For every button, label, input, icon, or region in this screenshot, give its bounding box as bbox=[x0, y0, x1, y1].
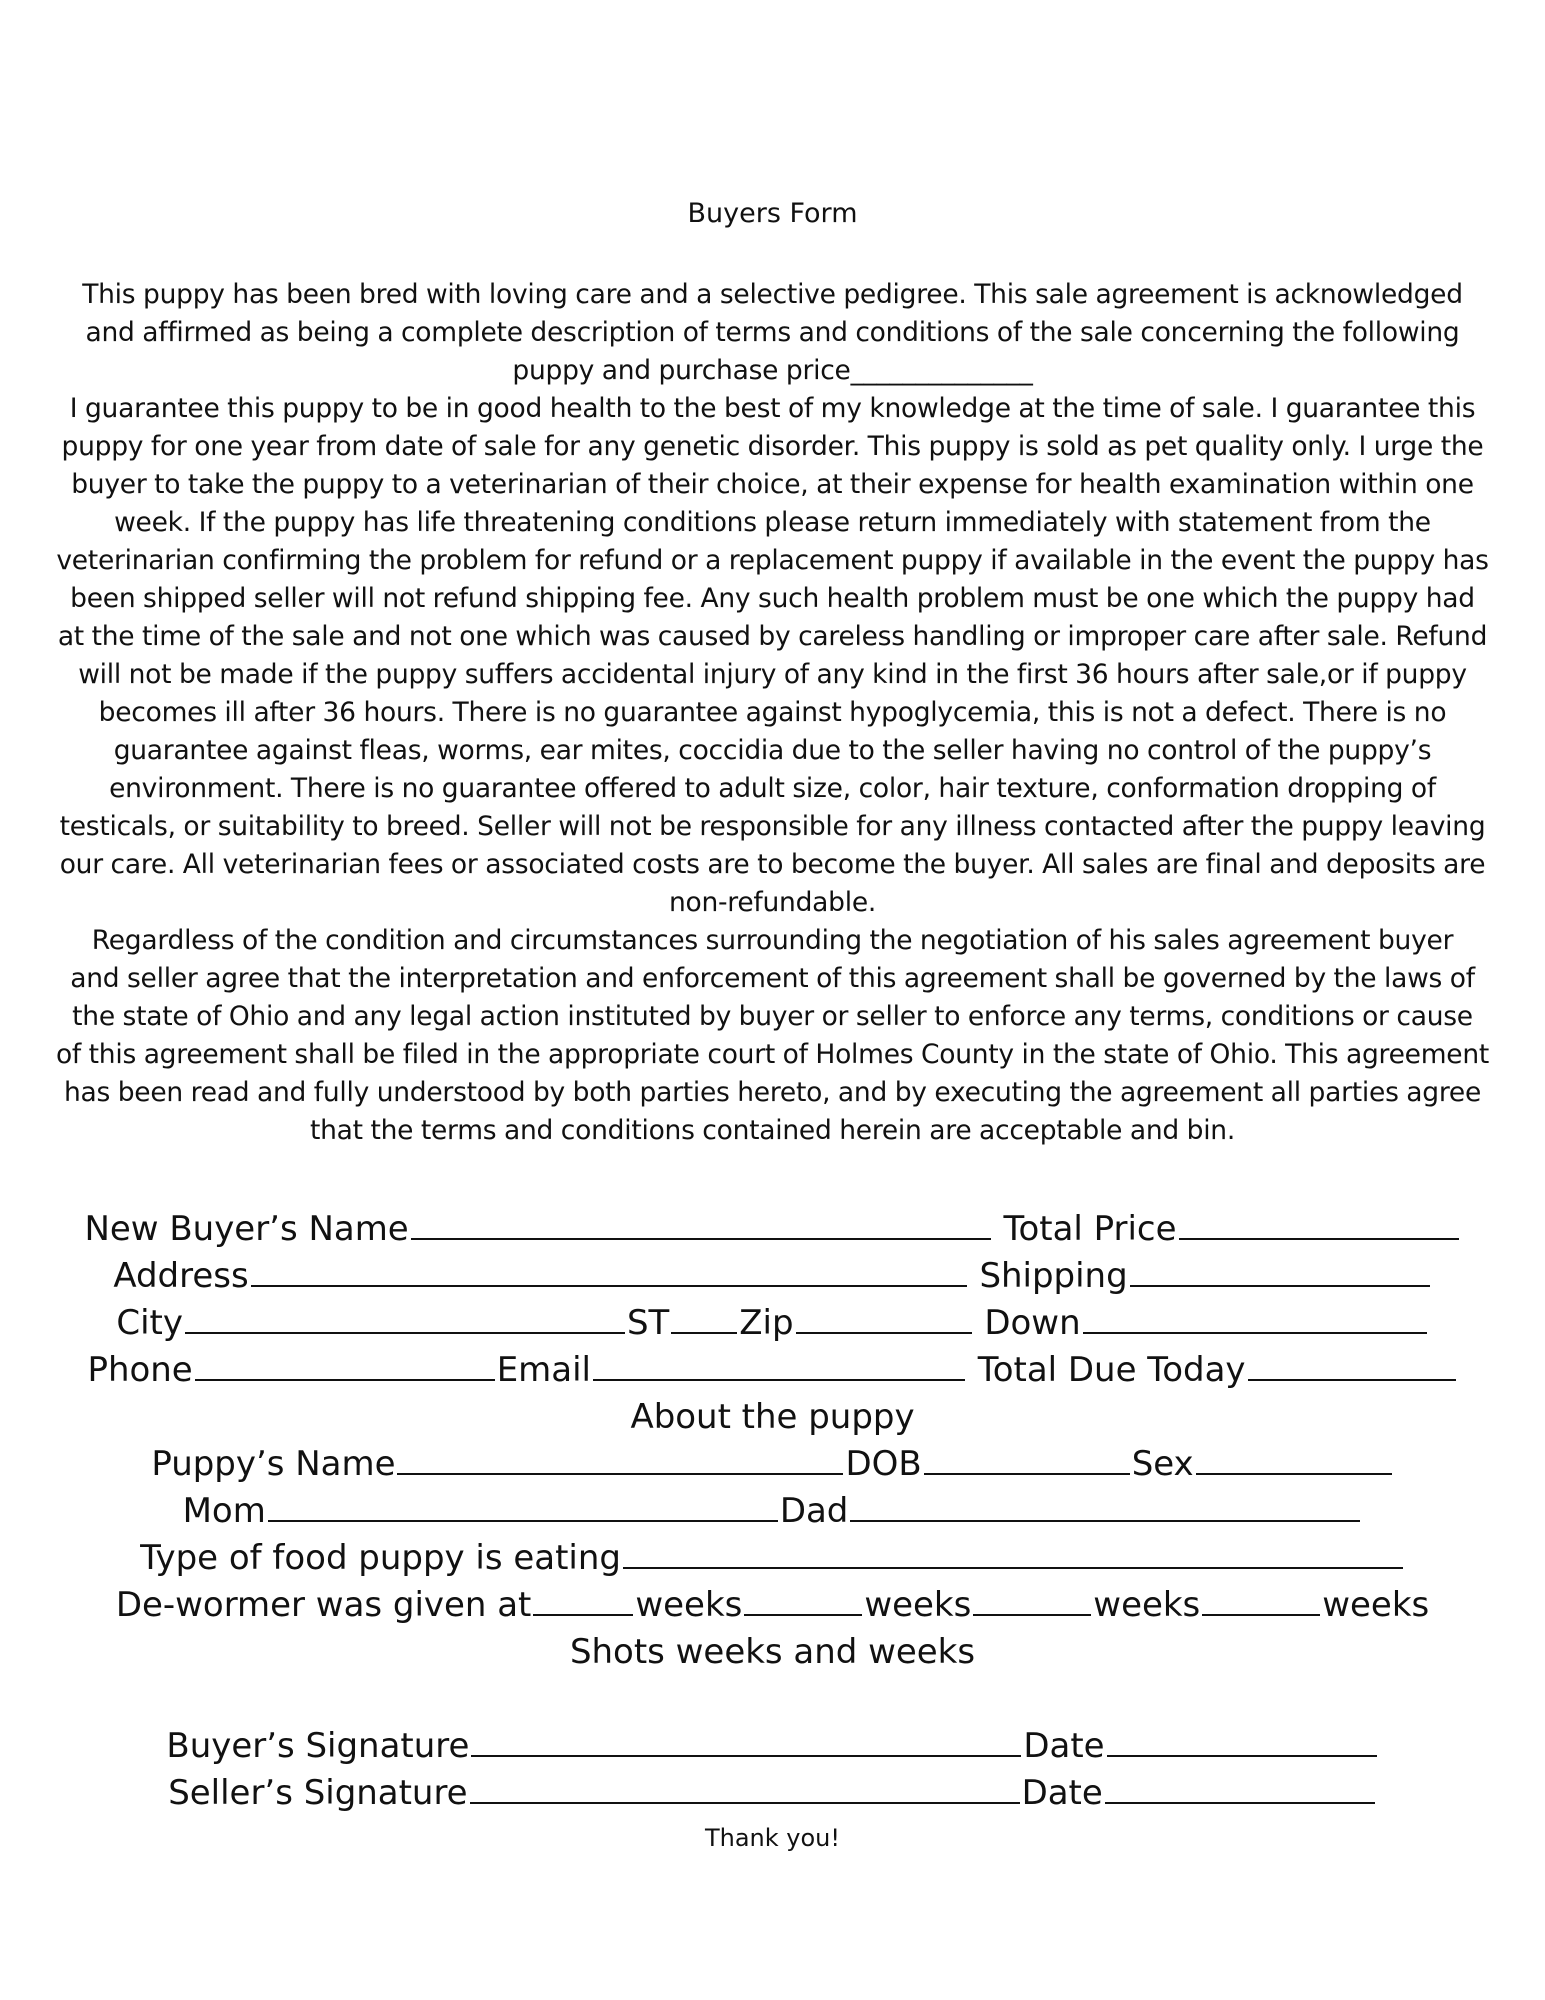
weeks-label: weeks bbox=[635, 1585, 743, 1625]
weeks-label: weeks bbox=[1322, 1585, 1430, 1625]
guarantee-line: veterinarian confirming the problem for refund or a replacement puppy if available in the event the puppy has bbox=[56, 545, 1489, 576]
buyer-name-field[interactable] bbox=[411, 1208, 991, 1240]
guarantee-line: environment. There is no guarantee offered to adult size, color, hair texture, conformation dropping of bbox=[109, 773, 1436, 804]
address-label: Address bbox=[113, 1256, 249, 1296]
jurisdiction-line: the state of Ohio and any legal action instituted by buyer or seller to enforce any terms, conditions or cause bbox=[72, 1001, 1473, 1032]
address-row bbox=[0, 1253, 1545, 1299]
dewormer-label: De-wormer was given at bbox=[115, 1585, 532, 1625]
buyer-signature-label: Buyer’s Signature bbox=[166, 1726, 470, 1766]
total-price-label: Total Price bbox=[1003, 1209, 1177, 1249]
dewormer-field-1[interactable] bbox=[533, 1584, 633, 1616]
dewormer-field-3[interactable] bbox=[973, 1584, 1091, 1616]
jurisdiction-line: that the terms and conditions contained herein are acceptable and bin. bbox=[309, 1115, 1236, 1146]
weeks-label: weeks bbox=[1093, 1585, 1201, 1625]
total-due-field[interactable] bbox=[1248, 1349, 1456, 1381]
jurisdiction-line: and seller agree that the interpretation and enforcement of this agreement shall be governed by the laws of bbox=[70, 963, 1475, 994]
phone-field[interactable] bbox=[195, 1349, 495, 1381]
email-field[interactable] bbox=[593, 1349, 965, 1381]
dob-field[interactable] bbox=[924, 1443, 1130, 1475]
dewormer-row bbox=[0, 1582, 1545, 1628]
dob-label: DOB bbox=[845, 1444, 922, 1484]
sex-label: Sex bbox=[1131, 1444, 1194, 1484]
puppy-name-row bbox=[0, 1441, 1545, 1487]
dad-label: Dad bbox=[779, 1491, 849, 1531]
guarantee-line: buyer to take the puppy to a veterinarian of their choice, at their expense for health examination within one bbox=[71, 469, 1474, 500]
puppy-name-field[interactable] bbox=[397, 1443, 843, 1475]
guarantee-line: I guarantee this puppy to be in good health to the best of my knowledge at the time of sale. I guarantee this bbox=[69, 393, 1476, 424]
email-label: Email bbox=[496, 1350, 591, 1390]
city-field[interactable] bbox=[185, 1302, 625, 1334]
down-label: Down bbox=[984, 1303, 1081, 1343]
seller-signature-label: Seller’s Signature bbox=[168, 1773, 468, 1813]
guarantee-line: testicals, or suitability to breed. Seller will not be responsible for any illness contacted after the puppy leaving bbox=[59, 811, 1486, 842]
buyer-name-row bbox=[0, 1206, 1545, 1252]
about-puppy-heading: About the puppy bbox=[630, 1397, 915, 1437]
jurisdiction-line: of this agreement shall be filed in the appropriate court of Holmes County in the state of Ohio. This agreement bbox=[55, 1039, 1490, 1070]
agreement-text bbox=[28, 276, 1517, 1150]
food-row bbox=[0, 1535, 1545, 1581]
jurisdiction-line: Regardless of the condition and circumstances surrounding the negotiation of his sales agreement buyer bbox=[91, 925, 1454, 956]
buyer-signature-row bbox=[0, 1723, 1545, 1769]
seller-date-label: Date bbox=[1021, 1773, 1103, 1813]
total-price-field[interactable] bbox=[1179, 1208, 1459, 1240]
sex-field[interactable] bbox=[1196, 1443, 1392, 1475]
buyer-date-label: Date bbox=[1023, 1726, 1105, 1766]
guarantee-line: puppy for one year from date of sale for any genetic disorder. This puppy is sold as pet quality only. I urge the bbox=[61, 431, 1484, 462]
dewormer-field-2[interactable] bbox=[744, 1584, 862, 1616]
weeks-label: weeks bbox=[864, 1585, 972, 1625]
shipping-label: Shipping bbox=[979, 1256, 1128, 1296]
shipping-field[interactable] bbox=[1130, 1255, 1430, 1287]
phone-label: Phone bbox=[87, 1350, 193, 1390]
guarantee-line: becomes ill after 36 hours. There is no guarantee against hypoglycemia, this is not a defect. There is no bbox=[98, 697, 1447, 728]
guarantee-line: at the time of the sale and not one which was caused by careless handling or improper care after sale. Refund bbox=[57, 621, 1488, 652]
buyer-signature-field[interactable] bbox=[471, 1725, 1021, 1757]
phone-row bbox=[0, 1347, 1545, 1393]
guarantee-line: our care. All veterinarian fees or associated costs are to become the buyer. All sales are final and deposits are bbox=[59, 849, 1486, 880]
mom-field[interactable] bbox=[268, 1490, 778, 1522]
address-field[interactable] bbox=[251, 1255, 967, 1287]
down-field[interactable] bbox=[1083, 1302, 1427, 1334]
guarantee-line: guarantee against fleas, worms, ear mites, coccidia due to the seller having no control of the puppy’s bbox=[113, 735, 1432, 766]
para1-line: This puppy has been bred with loving care and a selective pedigree. This sale agreement is acknowledged bbox=[82, 279, 1463, 310]
seller-signature-field[interactable] bbox=[470, 1772, 1020, 1804]
state-label: ST bbox=[626, 1303, 670, 1343]
guarantee-line: been shipped seller will not refund shipping fee. Any such health problem must be one which the puppy had bbox=[70, 583, 1475, 614]
parents-row bbox=[0, 1488, 1545, 1534]
jurisdiction-line: has been read and fully understood by both parties hereto, and by executing the agreement all parties agree bbox=[63, 1077, 1482, 1108]
buyer-date-field[interactable] bbox=[1107, 1725, 1377, 1757]
thank-you-text: Thank you! bbox=[704, 1824, 841, 1852]
food-field[interactable] bbox=[623, 1537, 1403, 1569]
seller-signature-row bbox=[0, 1770, 1545, 1816]
dewormer-field-4[interactable] bbox=[1202, 1584, 1320, 1616]
zip-label: Zip bbox=[739, 1303, 794, 1343]
zip-field[interactable] bbox=[796, 1302, 972, 1334]
puppy-name-label: Puppy’s Name bbox=[151, 1444, 396, 1484]
shots-row: Shots weeks and weeks bbox=[569, 1632, 976, 1672]
seller-date-field[interactable] bbox=[1105, 1772, 1375, 1804]
state-field[interactable] bbox=[671, 1302, 737, 1334]
buyer-name-label: New Buyer’s Name bbox=[84, 1209, 409, 1249]
city-label: City bbox=[116, 1303, 183, 1343]
para1-line: puppy and purchase price______________ bbox=[512, 355, 1033, 386]
dad-field[interactable] bbox=[850, 1490, 1360, 1522]
guarantee-line: non-refundable. bbox=[668, 887, 877, 918]
para1-line: and affirmed as being a complete description of terms and conditions of the sale concerning the following bbox=[85, 317, 1460, 348]
total-due-label: Total Due Today bbox=[977, 1350, 1246, 1390]
food-label: Type of food puppy is eating bbox=[140, 1538, 621, 1578]
city-row bbox=[0, 1300, 1545, 1346]
mom-label: Mom bbox=[182, 1491, 266, 1531]
guarantee-line: will not be made if the puppy suffers accidental injury of any kind in the first 36 hours after sale,or if puppy bbox=[78, 659, 1467, 690]
form-title: Buyers Form bbox=[687, 198, 858, 229]
guarantee-line: week. If the puppy has life threatening conditions please return immediately with statement from the bbox=[114, 507, 1431, 538]
